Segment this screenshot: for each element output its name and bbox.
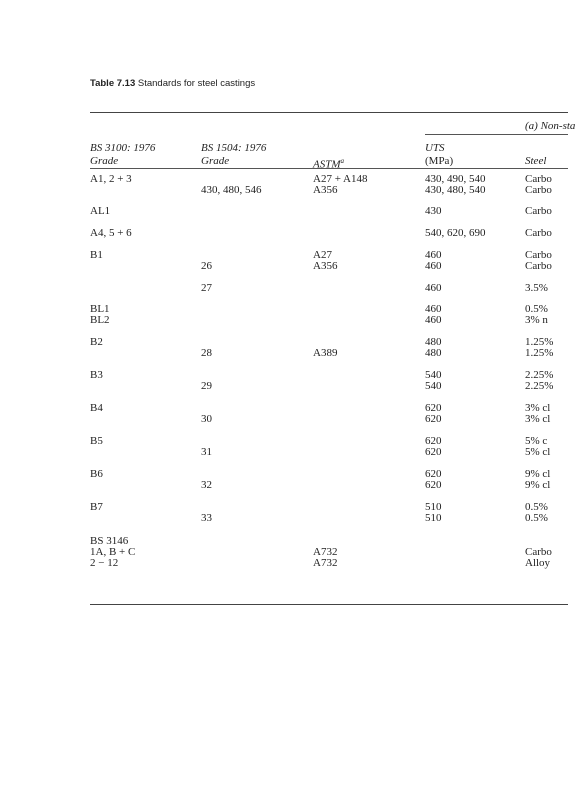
cell-uts: 460: [425, 314, 442, 326]
cell-astm: A27: [313, 249, 332, 261]
cell-steel: 3% cl: [525, 413, 551, 425]
cell-bs3100: AL1: [90, 205, 111, 217]
cell-steel: 3% n: [525, 314, 548, 326]
cell-bs3100: B6: [90, 468, 103, 480]
cell-uts: 540: [425, 380, 442, 392]
table-subtitle: (a) Non-sta: [525, 120, 575, 132]
cell-steel: Carbo: [525, 184, 552, 196]
cell-uts: 480: [425, 347, 442, 359]
cell-steel: Carbo: [525, 227, 552, 239]
cell-bs1504: 29: [201, 380, 212, 392]
cell-steel: 1.25%: [525, 347, 554, 359]
cell-bs1504: 430, 480, 546: [201, 184, 262, 196]
cell-bs3100: B4: [90, 402, 103, 414]
cell-bs3100: B1: [90, 249, 103, 261]
cell-steel: 1.25%: [525, 336, 554, 348]
cell-steel: Carbo: [525, 546, 552, 558]
cell-bs3100: BS 3146: [90, 535, 129, 547]
cell-uts: 430: [425, 205, 442, 217]
table-caption: [90, 78, 255, 89]
cell-bs3100: 2 − 12: [90, 557, 119, 569]
cell-uts: 620: [425, 402, 442, 414]
cell-uts: 430, 490, 540: [425, 173, 486, 185]
cell-steel: 0.5%: [525, 303, 548, 315]
cell-steel: 3% cl: [525, 402, 551, 414]
cell-bs3100: A1, 2 + 3: [90, 173, 132, 185]
cell-uts: 510: [425, 501, 442, 513]
cell-steel: 5% c: [525, 435, 548, 447]
cell-uts: 430, 480, 540: [425, 184, 486, 196]
cell-bs1504: 30: [201, 413, 212, 425]
cell-steel: 2.25%: [525, 380, 554, 392]
cell-uts: 460: [425, 260, 442, 272]
cell-steel: Carbo: [525, 173, 552, 185]
cell-astm: A389: [313, 347, 338, 359]
cell-uts: 620: [425, 479, 442, 491]
cell-bs3100: BL1: [90, 303, 110, 315]
cell-uts: 620: [425, 435, 442, 447]
cell-uts: 480: [425, 336, 442, 348]
bottom-rule: [90, 604, 568, 605]
cell-bs1504: 26: [201, 260, 212, 272]
cell-uts: 460: [425, 282, 442, 294]
cell-astm: A732: [313, 557, 338, 569]
cell-uts: 540: [425, 369, 442, 381]
cell-bs3100: 1A, B + C: [90, 546, 136, 558]
cell-steel: 0.5%: [525, 501, 548, 513]
cell-astm: A356: [313, 184, 338, 196]
cell-uts: 540, 620, 690: [425, 227, 486, 239]
cell-bs1504: 27: [201, 282, 212, 294]
cell-uts: 620: [425, 468, 442, 480]
table-number: Table 7.13: [90, 78, 136, 89]
cell-steel: Carbo: [525, 205, 552, 217]
cell-bs3100: A4, 5 + 6: [90, 227, 132, 239]
cell-uts: 620: [425, 446, 442, 458]
cell-bs1504: 32: [201, 479, 212, 491]
cell-bs3100: B7: [90, 501, 103, 513]
cell-steel: 0.5%: [525, 512, 548, 524]
cell-steel: Carbo: [525, 249, 552, 261]
cell-steel: 3.5%: [525, 282, 548, 294]
top-rule: [90, 112, 568, 113]
cell-steel: 9% cl: [525, 479, 551, 491]
table-title: Standards for steel castings: [137, 78, 256, 89]
cell-astm: A27 + A148: [313, 173, 368, 185]
cell-bs3100: B3: [90, 369, 103, 381]
cell-bs3100: B2: [90, 336, 103, 348]
cell-uts: 460: [425, 303, 442, 315]
header-rule: [90, 168, 568, 169]
header-astm: ASTM$^a$: [313, 157, 344, 171]
cell-uts: 510: [425, 512, 442, 524]
header-bs1504: BS 1504: 1976 Grade: [201, 142, 267, 167]
cell-steel: 2.25%: [525, 369, 554, 381]
header-uts: UTS (MPa): [425, 142, 454, 167]
cell-steel: 9% cl: [525, 468, 551, 480]
cell-steel: Alloy: [525, 557, 551, 569]
cell-bs3100: B5: [90, 435, 103, 447]
header-bs3100: BS 3100: 1976 Grade: [90, 142, 156, 167]
subtitle-rule: [425, 134, 568, 135]
cell-steel: Carbo: [525, 260, 552, 272]
cell-astm: A732: [313, 546, 338, 558]
cell-astm: A356: [313, 260, 338, 272]
cell-steel: 5% cl: [525, 446, 551, 458]
cell-bs1504: 31: [201, 446, 212, 458]
header-steel: Steel: [525, 155, 547, 167]
cell-bs3100: BL2: [90, 314, 110, 326]
cell-bs1504: 33: [201, 512, 212, 524]
cell-uts: 460: [425, 249, 442, 261]
cell-bs1504: 28: [201, 347, 212, 359]
cell-uts: 620: [425, 413, 442, 425]
